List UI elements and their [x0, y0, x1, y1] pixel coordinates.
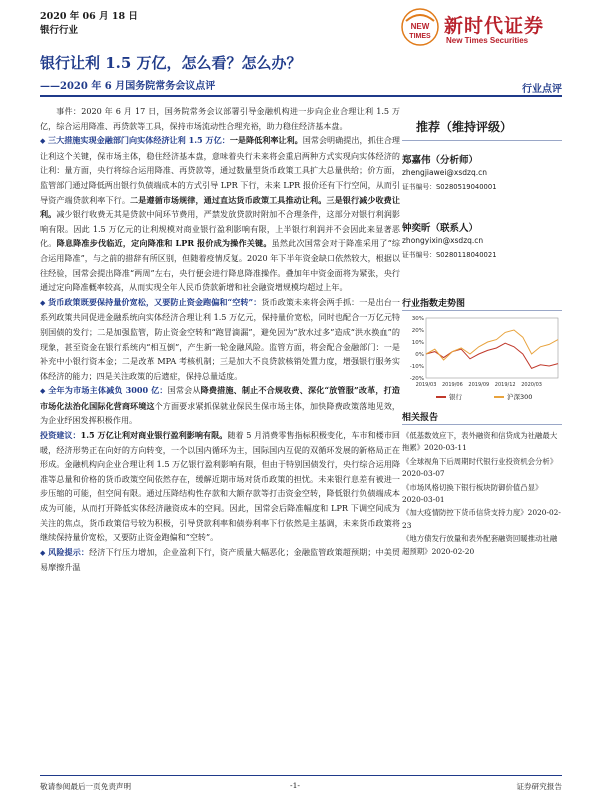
logo-mark-icon	[400, 7, 440, 47]
section-1-point-4: 降息降准步伐临近，定向降准和 LPR 报价成为操作关键。	[56, 238, 272, 249]
x-tick-label: 2019/09	[468, 382, 490, 388]
document-type: 行业点评	[522, 84, 562, 95]
advice-bold: 1.5 万亿让利对商业银行盈利影响有限。	[80, 430, 228, 441]
logo-text-1: NEW	[410, 22, 430, 31]
section-1-point-2: 二是遵循市场规律，通过直达货币政策工具推动让利。	[130, 194, 327, 205]
legend-swatch	[436, 396, 446, 398]
bullet-icon: ◆	[40, 387, 46, 396]
legend-item	[494, 392, 532, 401]
section-2-text: 货币政策未来将会两手抓：一是出台一系列政策共同促进金融系统向实体经济合理让利 1.5 万亿元，保持量价宽松，同时也配合一万亿元特别国债的发行；二是加强监管，防止资金空转和“跑冒滴漏”，避免因为“放水过多”造成“洪水换血”的现象，甚至资金在银行系统内“相互倒”，产生新一轮金融风险。监管方面，将会配合金融部门：一是补充中小银行资本金；二是改革 MPA 考核机制；三是加大不良贷款核销处置力度，增强银行服务实体经济的能力；四是关注政策的后遗症，保持总量适度。	[40, 296, 400, 381]
risk-warning	[40, 545, 400, 575]
y-tick-label: 0%	[415, 352, 424, 358]
analyst-2-email[interactable]: zhongyixin@xsdzq.cn	[402, 236, 484, 245]
risk-heading: 风险提示：	[48, 546, 90, 557]
section-3	[40, 383, 400, 428]
legend-swatch	[494, 396, 504, 398]
related-report-item[interactable]: 《市场风格切换下银行板块防御价值凸显》2020-03-01	[402, 482, 543, 505]
footer-doc-type: 证券研究报告	[516, 782, 562, 791]
analyst-1-name: 郑嘉伟（分析师）	[402, 155, 479, 166]
bullet-icon: ◆	[40, 548, 46, 557]
section-3-bold: 降费措施、制止不合规收费、深化“放管服”改革，打造市场化法治化国际化营商环境这	[40, 385, 400, 411]
x-tick-label: 2019/12	[494, 382, 516, 388]
related-divider	[402, 424, 562, 425]
section-2	[40, 295, 400, 384]
report-title: 银行让利 1.5 万亿，怎么看？怎么办？	[40, 54, 302, 72]
footer-disclaimer: 敬请参阅最后一页免责声明	[40, 782, 132, 791]
report-body	[40, 104, 400, 575]
x-tick-label: 2019/03	[415, 382, 437, 388]
section-1-point-3: 三是银行减少收费让利。	[40, 194, 400, 220]
event-paragraph	[40, 104, 400, 133]
section-1-text-1: 国常会明确提出，抓住合理让利这个关键，保市场主体，稳住经济基本盘，意味着央行未来将会重启两种方式实现向实体经济的让利：量方面，央行将综合运用降准、再贷款等，通过数量型货币政策工具扩大总量供给；价方面，监管部门通过降低两出银行负债端成本的方式引导 LPR 下行，未来 LPR 报价还有下行空间，从而引导资产端贷款利率下行。	[40, 135, 400, 205]
legend-label: 沪深300	[507, 393, 533, 401]
risk-text: 经济下行压力增加，企业盈利下行，资产质量大幅恶化；金融监管政策超预期；中美贸易摩擦升温	[40, 546, 400, 573]
y-tick-label: -10%	[409, 364, 424, 370]
chart-title: 行业指数走势图	[402, 299, 466, 309]
legend-item	[436, 392, 462, 401]
legend-label: 银行	[449, 393, 462, 401]
brand-name-cn: 新时代证券	[444, 15, 545, 37]
bullet-icon: ◆	[40, 137, 46, 146]
event-text: 事件：2020 年 6 月 17 日，国务院常务会议部署引导金融机构进一步向企业合理让利 1.5 万亿，综合运用降准、再贷款等工具，保持市场流动性合理充裕，助力稳住经济基本盘。	[40, 106, 400, 131]
analyst-2-cert: 证书编号：S0280118040021	[402, 251, 497, 259]
section-3-text-1: 国常会从	[167, 385, 201, 396]
y-tick-label: -20%	[409, 376, 424, 382]
related-report-item[interactable]: 《地方债发行放量和表外配套融资回暖推动社融超预期》2020-02-20	[402, 534, 558, 556]
industry-label: 银行行业	[40, 25, 79, 36]
section-1-text-4: 虽然此次国常会对于降准采用了“综合运用降准”，与之前的措辞有所区别，但随着疫情反复。2020 年下半年资金缺口依然较大，根据以往经验，国常会提出降准“两周”左右，央行便会进行降息降准操作。叠加年中资金面将为紧张，央行通过定向降准概率较高，从而实现全年人民币贷款新增和社会融资增规模均超过上年。	[40, 238, 400, 293]
advice-heading: 投资建议：	[40, 430, 81, 441]
section-1-text-3: 减少银行收费无其是贷款中间环节费用，严禁发放贷款时附加不合理条件，这部分对银行利润影响有限。因此 1.5 万亿元的让利规模对商业银行盈利影响有限，上半银行利润并不会因此来显著恶化。	[40, 209, 400, 249]
section-3-text-2: 个方面要求紧抓保就业保民生保市场主体，加快降费政策落地见效，为企业纾困发挥积极作用。	[40, 400, 400, 426]
y-tick-label: 20%	[411, 328, 424, 334]
series-line-0	[426, 343, 558, 368]
rating-divider	[402, 140, 562, 141]
rating-label: 推荐（维持评级）	[416, 120, 513, 134]
related-report-item[interactable]: 《低基数效应下，表外融资和信贷成为社融最大拖累》2020-03-11	[402, 431, 558, 453]
analyst-1-email[interactable]: zhengjiawei@xsdzq.cn	[402, 168, 487, 177]
report-subtitle: ——2020 年 6 月国务院常务会议点评	[40, 81, 216, 92]
advice-text: 随着 5 月消费零售指标积极变化，车市和楼市回暖，经济形势正在向好的方向转变，一个以国内循环为主，国际国内互促的双循环发展的新格局正在形成。金融机构向企业合理让利 1.5 万亿银行盈利影响有限，但由于特别国债发行，央行综合运用降准等总量和价格的货币政策空间依然存在，缓解近期市场对货币政策的担忧。未来银行息差有被进一步压缩的可能，但空间有限。通过压降结构性存款和大额存款等打击资金空转，降低银行负债端成本成为可能，从而打开降低实体经济融资成本的空间。因此，国常会后降准幅度和 LPR 下调空间成为关注的焦点，货币政策信号较为积极，引导贷款利率和债券利率下行依然是主基调，未来货币政策将继续保持量价宽松，又要防止资金跑偏和“空转”。	[40, 430, 401, 543]
section-2-heading: 货币政策既要保持量价宽松，又要防止资金跑偏和“空转”：	[48, 296, 262, 307]
brand-logo	[400, 7, 560, 51]
report-date: 2020 年 06 月 18 日	[40, 11, 138, 22]
bullet-icon: ◆	[40, 298, 46, 307]
y-tick-label: 30%	[411, 316, 424, 322]
section-1-point-1: 一是降低利率让利。	[229, 135, 303, 146]
related-report-item[interactable]: 《全球视角下后周期时代银行业投资机会分析》2020-03-07	[402, 456, 558, 479]
section-1-heading: 三大措施实现金融部门向实体经济让利 1.5 万亿：	[48, 135, 230, 146]
section-3-heading: 全年为市场主体减负 3000 亿：	[48, 385, 168, 396]
logo-text-2: TIMES	[409, 33, 431, 40]
x-tick-label: 2020/03	[521, 382, 542, 388]
investment-advice	[40, 428, 400, 545]
chart-divider	[402, 310, 562, 311]
section-1	[40, 133, 400, 295]
analyst-2-name: 钟奕昕（联系人）	[402, 223, 479, 234]
related-reports-title: 相关报告	[402, 413, 439, 423]
analyst-1-cert: 证书编号：S0280519040001	[402, 183, 497, 191]
index-trend-chart	[402, 314, 562, 390]
title-divider	[40, 95, 562, 97]
footer-divider	[40, 775, 562, 776]
chart-legend	[402, 392, 562, 404]
related-report-item[interactable]: 《加大疫情防控下货币信贷支持力度》2020-02-23	[402, 508, 561, 530]
page-number: -1-	[290, 781, 300, 790]
x-tick-label: 2019/06	[442, 382, 463, 388]
brand-name-en: New Times Securities	[446, 36, 529, 45]
related-reports-list	[402, 430, 562, 559]
y-tick-label: 10%	[411, 340, 424, 346]
